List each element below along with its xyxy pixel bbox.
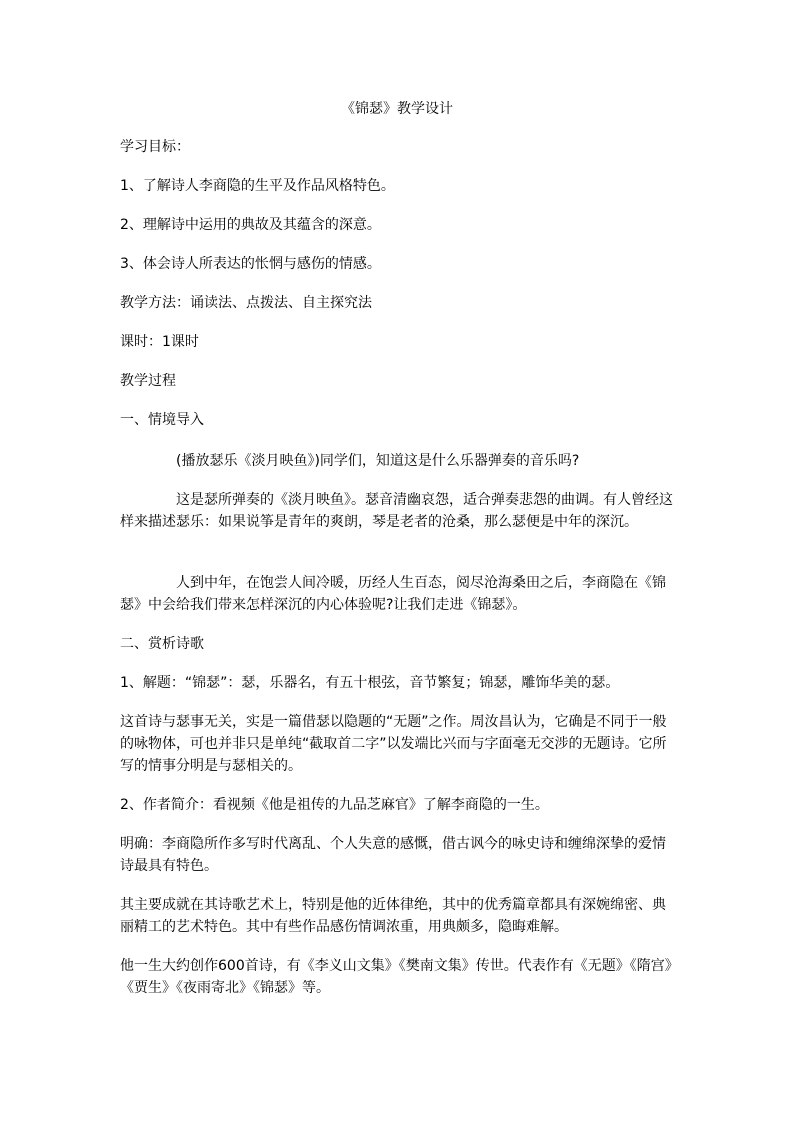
title-analysis: 这首诗与瑟事无关，实是一篇借瑟以隐题的“无题”之作。周汝昌认为，它确是不同于一般的咏物体，可也并非只是单纯“截取首二字”以发端比兴而与字面毫无交涉的无题诗。它所写的情事分明是与瑟相关的。: [120, 714, 667, 774]
teaching-process-heading: 教学过程: [120, 373, 176, 389]
document-title: 《锦瑟》教学设计: [341, 101, 453, 117]
goal-item-2: 2、理解诗中运用的典故及其蕴含的深意。: [120, 217, 381, 233]
author-intro: 2、作者简介：看视频《他是祖传的九品芝麻官》了解李商隐的一生。: [120, 797, 549, 813]
goal-item-3: 3、体会诗人所表达的怅惘与感伤的情感。: [120, 256, 381, 272]
author-achievement: 其主要成就在其诗歌艺术上，特别是他的近体律绝，其中的优秀篇章都具有深婉绵密、典丽精工的艺术特色。其中有些作品感伤情调浓重，用典颇多，隐晦难解。: [120, 897, 666, 935]
section-2-heading: 二、赏析诗歌: [120, 636, 204, 652]
teaching-methods: 教学方法：诵读法、点拨法、自主探究法: [120, 295, 372, 311]
learning-goals-heading: 学习目标：: [120, 139, 190, 155]
intro-question: (播放瑟乐《淡月映鱼》)同学们，知道这是什么乐器弹奏的音乐吗?: [176, 453, 580, 469]
author-works: 他一生大约创作600首诗，有《李义山文集》《樊南文集》传世。代表作有《无题》《隋宫》《贾生》《夜雨寄北》《锦瑟》等。: [120, 958, 672, 996]
intro-transition: 人到中年，在饱尝人间冷暖，历经人生百态，阅尽沧海桑田之后，李商隐在《锦瑟》中会给我们带来怎样深沉的内心体验呢?让我们走进《锦瑟》。: [120, 575, 666, 613]
goal-item-1: 1、了解诗人李商隐的生平及作品风格特色。: [120, 178, 395, 194]
section-1-heading: 一、情境导入: [120, 412, 204, 428]
intro-description: 这是瑟所弹奏的《淡月映鱼》。瑟音清幽哀怨，适合弹奏悲怨的曲调。有人曾经这样来描述瑟乐：如果说筝是青年的爽朗，琴是老者的沧桑，那么瑟便是中年的深沉。: [120, 492, 673, 530]
title-explanation: 1、解题：“锦瑟”：瑟，乐器名，有五十根弦，音节繁复；锦瑟，雕饰华美的瑟。: [120, 675, 620, 691]
author-clarification: 明确：李商隐所作多写时代离乱、个人失意的感慨，借古讽今的咏史诗和缠绵深挚的爱情诗最具有特色。: [120, 836, 666, 874]
class-hours: 课时：1课时: [120, 334, 199, 350]
